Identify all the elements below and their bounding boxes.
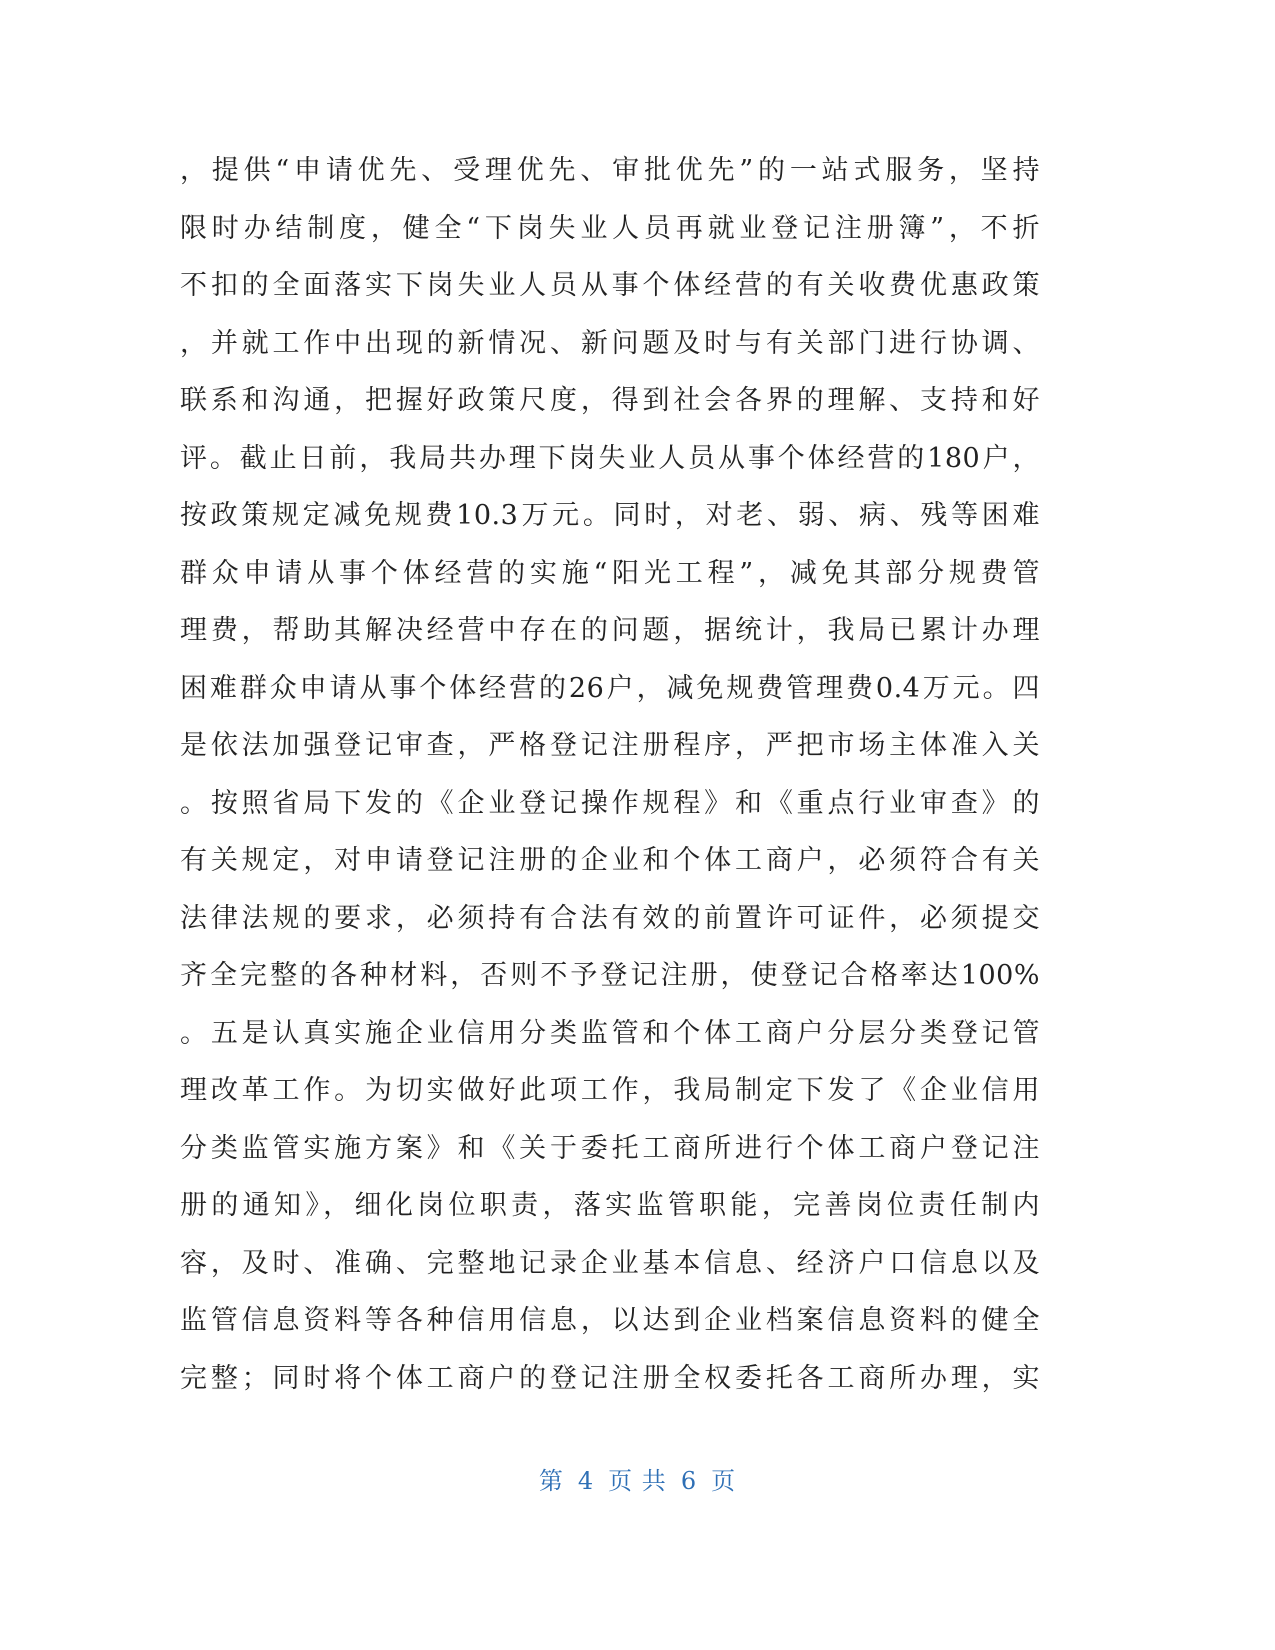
text-line: 完整；同时将个体工商户的登记注册全权委托各工商所办理，实 xyxy=(180,1362,1040,1394)
page-footer xyxy=(0,1465,1275,1497)
text-line: 容，及时、准确、完整地记录企业基本信息、经济户口信息以及 xyxy=(180,1247,1040,1279)
text-line: 法律法规的要求，必须持有合法有效的前置许可证件，必须提交 xyxy=(180,902,1040,934)
text-line: 监管信息资料等各种信用信息，以达到企业档案信息资料的健全 xyxy=(180,1305,1040,1336)
text-line: 群众申请从事个体经营的实施“阳光工程”，减免其部分规费管 xyxy=(180,557,1040,589)
page-mid: 页 共 xyxy=(608,1467,667,1495)
page-current: 4 xyxy=(577,1467,595,1495)
text-line: 。按照省局下发的《企业登记操作规程》和《重点行业审查》的 xyxy=(180,787,1040,819)
text-line: 不扣的全面落实下岗失业人员从事个体经营的有关收费优惠政策 xyxy=(180,270,1040,301)
text-line: ，提供“申请优先、受理优先、审批优先”的一站式服务，坚持 xyxy=(180,155,1040,186)
text-line: 册的通知》，细化岗位职责，落实监管职能，完善岗位责任制内 xyxy=(180,1190,1040,1221)
page-total: 6 xyxy=(680,1467,698,1495)
text-line: 是依法加强登记审查，严格登记注册程序，严把市场主体准入关 xyxy=(180,730,1040,761)
text-line: 有关规定，对申请登记注册的企业和个体工商户，必须符合有关 xyxy=(180,845,1040,876)
text-line: 理改革工作。为切实做好此项工作，我局制定下发了《企业信用 xyxy=(180,1075,1040,1106)
body-text xyxy=(180,142,1040,1407)
text-line: 齐全完整的各种材料，否则不予登记注册，使登记合格率达100% xyxy=(180,960,1040,991)
text-line: 按政策规定减免规费10.3万元。同时，对老、弱、病、残等困难 xyxy=(180,500,1040,531)
text-line: 联系和沟通，把握好政策尺度，得到社会各界的理解、支持和好 xyxy=(180,385,1040,416)
page-suffix: 页 xyxy=(711,1467,737,1495)
text-line: 分类监管实施方案》和《关于委托工商所进行个体工商户登记注 xyxy=(180,1132,1040,1164)
text-line: 限时办结制度，健全“下岗失业人员再就业登记注册簿”，不折 xyxy=(180,212,1040,244)
text-line: 理费，帮助其解决经营中存在的问题，据统计，我局已累计办理 xyxy=(180,615,1040,646)
text-line: ，并就工作中出现的新情况、新问题及时与有关部门进行协调、 xyxy=(180,327,1040,359)
text-line: 评。截止日前，我局共办理下岗失业人员从事个体经营的180户， xyxy=(180,442,1040,474)
page-prefix: 第 xyxy=(538,1467,564,1495)
text-line: 困难群众申请从事个体经营的26户，减免规费管理费0.4万元。四 xyxy=(180,672,1040,704)
text-line: 。五是认真实施企业信用分类监管和个体工商户分层分类登记管 xyxy=(180,1017,1040,1049)
